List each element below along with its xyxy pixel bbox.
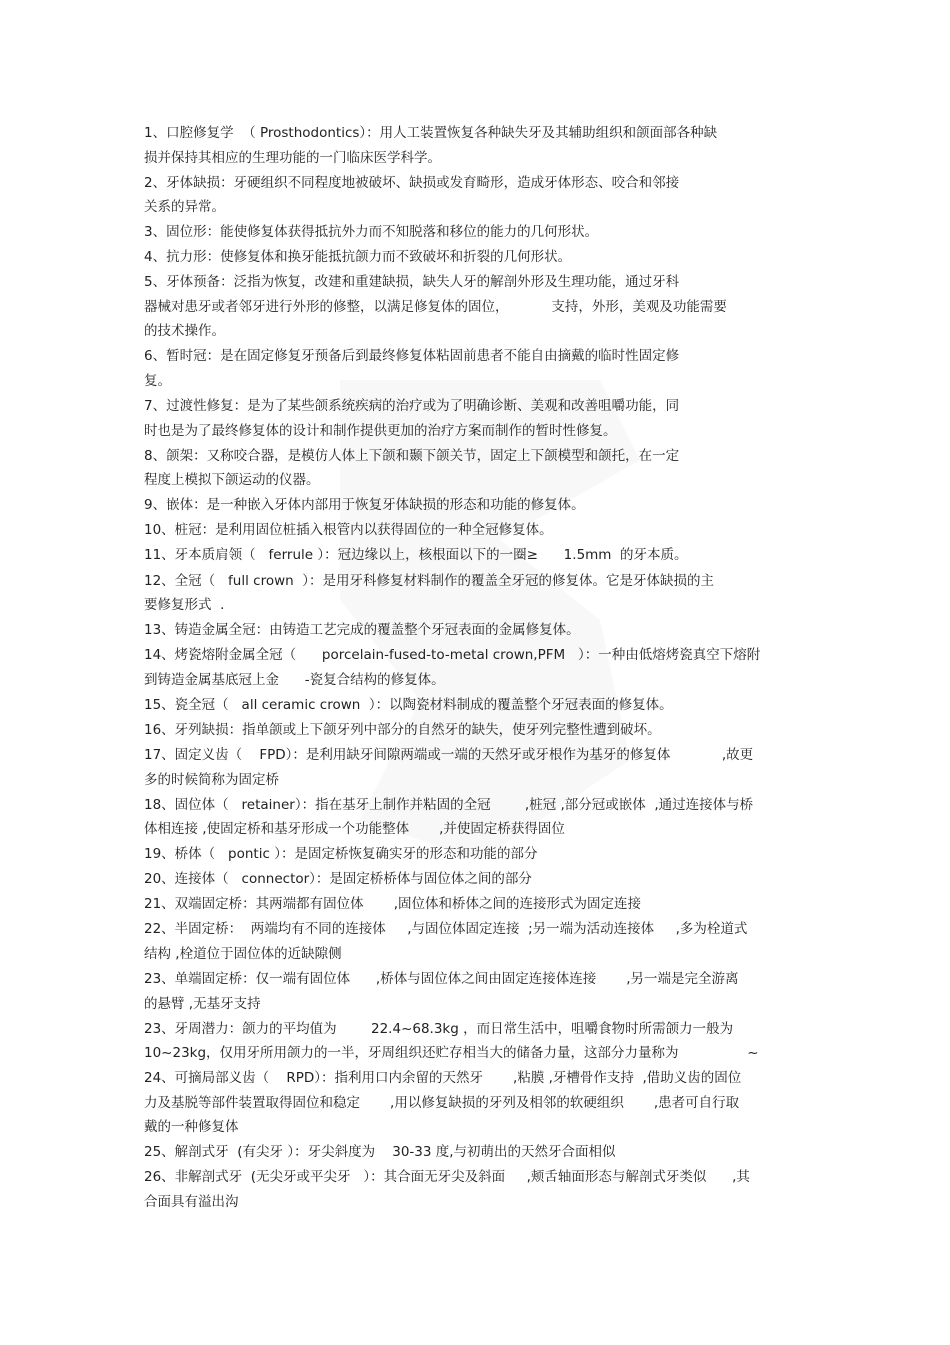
definition-entry: [144, 917, 812, 966]
definition-entry: [144, 1140, 812, 1165]
document-body: [144, 121, 812, 1215]
entry-line: 3、固位形：能使修复体获得抵抗外力而不知脱落和移位的能力的几何形状。: [144, 224, 599, 241]
entry-line: 时也是为了最终修复体的设计和制作提供更加的治疗方案而制作的暂时性修复。: [144, 422, 617, 439]
entry-line: 的技术操作。: [144, 323, 225, 340]
definition-entry: [144, 793, 812, 842]
definition-entry: [144, 344, 812, 393]
entry-line: 9、嵌体：是一种嵌入牙体内部用于恢复牙体缺损的形态和功能的修复体。: [144, 497, 585, 514]
entry-line: 23、单端固定桥：仅一端有固位体 ,桥体与固位体之间由固定连接体连接 ,另一端是完全游离: [144, 971, 739, 988]
entry-line: 15、瓷全冠（ all ceramic crown ）：以陶瓷材料制成的覆盖整个牙冠表面的修复体。: [144, 696, 673, 713]
entry-line: 戴的一种修复体: [144, 1119, 239, 1136]
definition-entry: [144, 543, 812, 568]
definition-entry: [144, 618, 812, 643]
entry-line: 14、烤瓷熔附金属全冠（ porcelain-fused-to-metal crown,PFM ）：一种由低熔烤瓷真空下熔附: [144, 647, 761, 664]
entry-line: 损并保持其相应的生理功能的一门临床医学科学。: [144, 149, 441, 166]
entry-line: 器械对患牙或者邻牙进行外形的修整，以满足修复体的固位， 支持，外形，美观及功能需要: [144, 298, 727, 315]
definition-entry: [144, 718, 812, 743]
entry-line: 要修复形式 .: [144, 597, 225, 614]
entry-line: 4、抗力形：使修复体和换牙能抵抗颌力而不致破坏和折裂的几何形状。: [144, 249, 572, 266]
entry-line: 13、铸造金属全冠：由铸造工艺完成的覆盖整个牙冠表面的金属修复体。: [144, 622, 580, 639]
entry-line: 1、口腔修复学 （ Prosthodontics）：用人工装置恢复各种缺失牙及其辅助组织和颌面部各种缺: [144, 125, 718, 141]
entry-line: 25、解剖式牙 (有尖牙 ）：牙尖斜度为 30-33 度,与初萌出的天然牙合面相似: [144, 1144, 616, 1161]
definition-entry: [144, 1165, 812, 1214]
definition-entry: [144, 892, 812, 917]
definition-entry: [144, 171, 812, 220]
definition-entry: [144, 643, 812, 692]
definition-entry: [144, 394, 812, 443]
entry-line: 10、桩冠：是利用固位桩插入根管内以获得固位的一种全冠修复体。: [144, 522, 553, 539]
entry-line: 5、牙体预备：泛指为恢复，改建和重建缺损，缺失人牙的解剖外形及生理功能，通过牙科: [144, 274, 680, 291]
entry-line: 23、牙周潜力：颌力的平均值为 22.4~68.3kg ，而日常生活中，咀嚼食物时所需颌力一般为: [144, 1020, 734, 1037]
definition-entry: [144, 967, 812, 1016]
entry-line: 复。: [144, 372, 171, 389]
entry-line: 到铸造金属基底冠上金 -瓷复合结构的修复体。: [144, 671, 445, 688]
definition-entry: [144, 743, 812, 792]
entry-line: 18、固位体（ retainer）：指在基牙上制作并粘固的全冠 ,桩冠 ,部分冠或嵌体 ,通过连接体与桥: [144, 796, 754, 813]
entry-line: 10~23kg，仅用牙所用颌力的一半，牙周组织还贮存相当大的储备力量，这部分力量称为 ~: [144, 1045, 759, 1062]
definition-entry: [144, 518, 812, 543]
entry-line: 22、半固定桥： 两端均有不同的连接体 ,与固位体固定连接 ;另一端为活动连接体 ,多为栓道式: [144, 921, 748, 938]
entry-line: 程度上模拟下颌运动的仪器。: [144, 472, 320, 489]
entry-line: 17、固定义齿（ FPD）：是利用缺牙间隙两端或一端的天然牙或牙根作为基牙的修复体 ,故更: [144, 747, 754, 763]
entry-line: 11、牙本质肩领（ ferrule ）：冠边缘以上，核根面以下的一圈≥ 1.5mm 的牙本质。: [144, 547, 688, 564]
entry-line: 7、过渡性修复：是为了某些颌系统疾病的治疗或为了明确诊断、美观和改善咀嚼功能，同: [144, 398, 680, 415]
entry-line: 结构 ,栓道位于固位体的近缺隙侧: [144, 945, 342, 962]
entry-line: 力及基脱等部件装置取得固位和稳定 ,用以修复缺损的牙列及相邻的软硬组织 ,患者可自行取: [144, 1094, 740, 1111]
definition-entry: [144, 1017, 812, 1066]
definition-entry: [144, 270, 812, 344]
entry-line: 21、双端固定桥：其两端都有固位体 ,固位体和桥体之间的连接形式为固定连接: [144, 896, 642, 913]
definition-entry: [144, 493, 812, 518]
entry-line: 的悬臂 ,无基牙支持: [144, 995, 261, 1012]
entry-line: 2、牙体缺损：牙硬组织不同程度地被破坏、缺损或发育畸形，造成牙体形态、咬合和邻接: [144, 174, 680, 191]
definition-entry: [144, 867, 812, 892]
entry-line: 20、连接体（ connector）：是固定桥桥体与固位体之间的部分: [144, 871, 532, 888]
entry-line: 12、全冠（ full crown ）：是用牙科修复材料制作的覆盖全牙冠的修复体。它是牙体缺损的主: [144, 572, 715, 589]
definition-entry: [144, 1066, 812, 1140]
definition-entry: [144, 693, 812, 718]
entry-line: 19、桥体（ pontic ）：是固定桥恢复确实牙的形态和功能的部分: [144, 846, 538, 863]
entry-line: 6、暂时冠：是在固定修复牙预备后到最终修复体粘固前患者不能自由摘戴的临时性固定修: [144, 348, 680, 365]
entry-line: 体相连接 ,使固定桥和基牙形成一个功能整体 ,并使固定桥获得固位: [144, 821, 565, 838]
definition-entry: [144, 121, 812, 170]
definition-entry: [144, 444, 812, 493]
entry-line: 关系的异常。: [144, 199, 225, 216]
entry-line: 16、牙列缺损：指单颌或上下颌牙列中部分的自然牙的缺失，使牙列完整性遭到破坏。: [144, 721, 661, 738]
entry-line: 26、非解剖式牙 (无尖牙或平尖牙 ）：其合面无牙尖及斜面 ,颊舌轴面形态与解剖式牙类似 ,其: [144, 1169, 750, 1186]
entry-line: 多的时候简称为固定桥: [144, 771, 279, 788]
definition-entry: [144, 569, 812, 618]
definition-entry: [144, 220, 812, 245]
definition-entry: [144, 245, 812, 270]
entry-line: 8、颌架：又称咬合器，是模仿人体上下颌和颞下颌关节，固定上下颌模型和颌托，在一定: [144, 447, 680, 464]
definition-entry: [144, 842, 812, 867]
entry-line: 24、可摘局部义齿（ RPD）：指利用口内余留的天然牙 ,粘膜 ,牙槽骨作支持 ,借助义齿的固位: [144, 1070, 742, 1087]
entry-line: 合面具有溢出沟: [144, 1193, 239, 1210]
